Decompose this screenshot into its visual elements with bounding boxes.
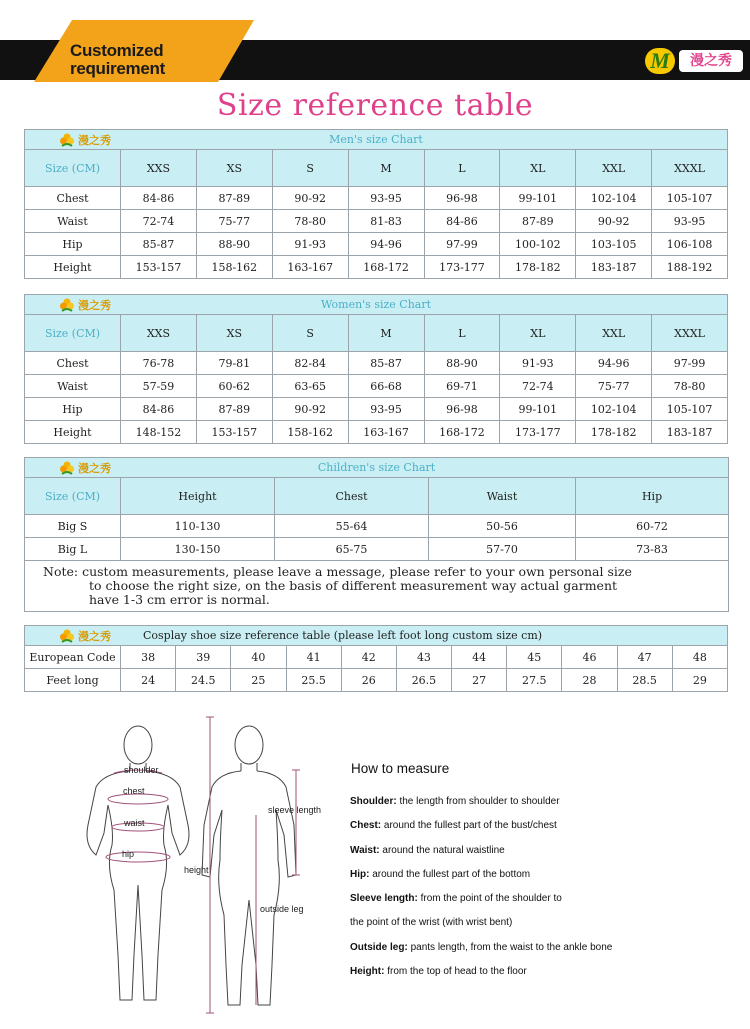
column-header: Hip bbox=[576, 478, 729, 515]
caption-brand: 漫之秀 bbox=[78, 630, 111, 643]
table-caption-row bbox=[25, 130, 728, 150]
size-header-row bbox=[25, 150, 728, 187]
row-label: Big S bbox=[25, 515, 121, 538]
table-cell: 188-192 bbox=[652, 256, 728, 279]
table-row bbox=[25, 256, 728, 279]
size-header: L bbox=[424, 315, 500, 352]
table-cell: 90-92 bbox=[576, 210, 652, 233]
table-cell: 84-86 bbox=[121, 398, 197, 421]
row-label: Chest bbox=[25, 187, 121, 210]
size-header: XXS bbox=[121, 150, 197, 187]
mens-chart-caption: Men's size Chart bbox=[329, 133, 423, 146]
sleeve-length-label: sleeve length bbox=[268, 805, 322, 815]
table-cell: 25 bbox=[231, 669, 286, 692]
table-cell: 24.5 bbox=[176, 669, 231, 692]
table-row bbox=[25, 421, 728, 444]
row-label: Hip bbox=[25, 398, 121, 421]
table-cell: 26.5 bbox=[396, 669, 451, 692]
womens-size-table bbox=[24, 294, 728, 444]
womens-chart-caption: Women's size Chart bbox=[320, 298, 432, 311]
childrens-chart-caption: Children's size Chart bbox=[317, 461, 436, 474]
list-item: Shoulder: the length from shoulder to shoulder bbox=[350, 796, 560, 807]
note-row bbox=[25, 561, 729, 612]
size-label: Size (CM) bbox=[25, 478, 121, 515]
table-cell: 60-72 bbox=[576, 515, 729, 538]
table-cell: 87-89 bbox=[196, 398, 272, 421]
outside-leg-label: outside leg bbox=[260, 904, 304, 914]
table-cell: 85-87 bbox=[121, 233, 197, 256]
table-row bbox=[25, 210, 728, 233]
table-cell: 76-78 bbox=[121, 352, 197, 375]
table-cell: 105-107 bbox=[652, 187, 728, 210]
table-row bbox=[25, 646, 728, 669]
page-title: Size reference table bbox=[216, 88, 534, 123]
table-cell: 99-101 bbox=[500, 187, 576, 210]
table-cell: 90-92 bbox=[272, 187, 348, 210]
body-measure-figure bbox=[74, 715, 334, 1015]
list-item: Waist: around the natural waistline bbox=[350, 844, 505, 856]
size-header: M bbox=[348, 315, 424, 352]
table-cell: 163-167 bbox=[272, 256, 348, 279]
column-header: Height bbox=[121, 478, 275, 515]
table-cell: 173-177 bbox=[500, 421, 576, 444]
table-cell: 41 bbox=[286, 646, 341, 669]
table-cell: 153-157 bbox=[196, 421, 272, 444]
size-header: XL bbox=[500, 150, 576, 187]
table-cell: 84-86 bbox=[424, 210, 500, 233]
size-header: XS bbox=[196, 315, 272, 352]
table-cell: 75-77 bbox=[196, 210, 272, 233]
size-header: XXL bbox=[576, 150, 652, 187]
shoulder-label: shoulder bbox=[124, 765, 159, 775]
badge-line1: Customized bbox=[70, 41, 164, 60]
table-cell: 93-95 bbox=[652, 210, 728, 233]
table-row bbox=[25, 187, 728, 210]
size-header: XXL bbox=[576, 315, 652, 352]
table-cell: 87-89 bbox=[196, 187, 272, 210]
table-cell: 24 bbox=[121, 669, 176, 692]
table-cell: 45 bbox=[507, 646, 562, 669]
list-item: the point of the wrist (with wrist bent) bbox=[350, 917, 513, 929]
table-cell: 94-96 bbox=[348, 233, 424, 256]
size-label: Size (CM) bbox=[25, 315, 121, 352]
table-cell: 153-157 bbox=[121, 256, 197, 279]
table-cell: 110-130 bbox=[121, 515, 275, 538]
note-line1: Note: custom measurements, please leave a message, please refer to your own personal size bbox=[43, 564, 632, 579]
table-cell: 48 bbox=[672, 646, 727, 669]
table-cell: 88-90 bbox=[196, 233, 272, 256]
table-cell: 73-83 bbox=[576, 538, 729, 561]
size-note bbox=[25, 561, 729, 612]
waist-label: waist bbox=[124, 818, 145, 828]
list-item: Height: from the top of head to the floor bbox=[350, 966, 527, 978]
table-cell: 88-90 bbox=[424, 352, 500, 375]
caption-brand: 漫之秀 bbox=[78, 462, 111, 475]
table-cell: 158-162 bbox=[196, 256, 272, 279]
brand-name: 漫之秀 bbox=[679, 50, 743, 72]
table-cell: 97-99 bbox=[424, 233, 500, 256]
measure-instructions bbox=[350, 796, 740, 990]
table-cell: 43 bbox=[396, 646, 451, 669]
table-cell: 93-95 bbox=[348, 187, 424, 210]
table-cell: 50-56 bbox=[429, 515, 576, 538]
table-cell: 183-187 bbox=[576, 256, 652, 279]
table-row bbox=[25, 375, 728, 398]
size-header: XL bbox=[500, 315, 576, 352]
table-cell: 72-74 bbox=[121, 210, 197, 233]
size-header-row bbox=[25, 478, 729, 515]
row-label: Chest bbox=[25, 352, 121, 375]
table-cell: 72-74 bbox=[500, 375, 576, 398]
caption-brand: 漫之秀 bbox=[78, 134, 111, 147]
table-cell: 96-98 bbox=[424, 398, 500, 421]
size-header: S bbox=[272, 315, 348, 352]
caption-brand: 漫之秀 bbox=[78, 299, 111, 312]
table-cell: 90-92 bbox=[272, 398, 348, 421]
table-cell: 130-150 bbox=[121, 538, 275, 561]
table-cell: 97-99 bbox=[652, 352, 728, 375]
table-cell: 60-62 bbox=[196, 375, 272, 398]
table-caption-row bbox=[25, 458, 729, 478]
table-cell: 27 bbox=[452, 669, 507, 692]
row-label: Height bbox=[25, 256, 121, 279]
table-cell: 57-70 bbox=[429, 538, 576, 561]
table-cell: 81-83 bbox=[348, 210, 424, 233]
size-header: XXXL bbox=[652, 150, 728, 187]
row-label: Feet long bbox=[25, 669, 121, 692]
table-cell: 26 bbox=[341, 669, 396, 692]
size-header: XXXL bbox=[652, 315, 728, 352]
table-cell: 173-177 bbox=[424, 256, 500, 279]
row-label: Height bbox=[25, 421, 121, 444]
size-header: M bbox=[348, 150, 424, 187]
table-cell: 93-95 bbox=[348, 398, 424, 421]
table-row bbox=[25, 538, 729, 561]
table-row bbox=[25, 398, 728, 421]
table-cell: 148-152 bbox=[121, 421, 197, 444]
brand-logo bbox=[645, 48, 745, 74]
note-line2: to choose the right size, on the basis of different measurement way actual garment bbox=[89, 578, 618, 593]
size-header: L bbox=[424, 150, 500, 187]
table-cell: 69-71 bbox=[424, 375, 500, 398]
table-cell: 163-167 bbox=[348, 421, 424, 444]
table-cell: 46 bbox=[562, 646, 617, 669]
table-cell: 27.5 bbox=[507, 669, 562, 692]
list-item: Outside leg: pants length, from the waist to the ankle bone bbox=[350, 941, 613, 953]
table-cell: 85-87 bbox=[348, 352, 424, 375]
column-header: Chest bbox=[275, 478, 429, 515]
row-label: Hip bbox=[25, 233, 121, 256]
table-cell: 47 bbox=[617, 646, 672, 669]
table-cell: 57-59 bbox=[121, 375, 197, 398]
height-label: height bbox=[184, 865, 209, 875]
table-cell: 96-98 bbox=[424, 187, 500, 210]
table-cell: 100-102 bbox=[500, 233, 576, 256]
badge-line2: requirement bbox=[70, 59, 165, 78]
table-cell: 44 bbox=[452, 646, 507, 669]
size-header-row bbox=[25, 315, 728, 352]
table-cell: 94-96 bbox=[576, 352, 652, 375]
note-line3: have 1-3 cm error is normal. bbox=[89, 592, 270, 607]
table-cell: 168-172 bbox=[424, 421, 500, 444]
table-cell: 66-68 bbox=[348, 375, 424, 398]
brand-mark-icon: M bbox=[645, 48, 675, 74]
table-cell: 183-187 bbox=[652, 421, 728, 444]
list-item: Hip: around the fullest part of the bottom bbox=[350, 868, 531, 880]
table-cell: 178-182 bbox=[576, 421, 652, 444]
table-cell: 79-81 bbox=[196, 352, 272, 375]
hip-label: hip bbox=[122, 849, 135, 859]
table-cell: 91-93 bbox=[272, 233, 348, 256]
table-cell: 78-80 bbox=[652, 375, 728, 398]
table-cell: 168-172 bbox=[348, 256, 424, 279]
table-cell: 42 bbox=[341, 646, 396, 669]
childrens-size-table bbox=[24, 457, 729, 612]
table-cell: 28.5 bbox=[617, 669, 672, 692]
table-caption-row bbox=[25, 626, 728, 646]
table-cell: 103-105 bbox=[576, 233, 652, 256]
table-cell: 91-93 bbox=[500, 352, 576, 375]
table-cell: 178-182 bbox=[500, 256, 576, 279]
mens-size-table bbox=[24, 129, 728, 279]
table-cell: 82-84 bbox=[272, 352, 348, 375]
table-row bbox=[25, 515, 729, 538]
row-label: Waist bbox=[25, 375, 121, 398]
table-cell: 102-104 bbox=[576, 398, 652, 421]
table-cell: 102-104 bbox=[576, 187, 652, 210]
customized-badge bbox=[34, 20, 254, 82]
table-cell: 87-89 bbox=[500, 210, 576, 233]
table-row bbox=[25, 669, 728, 692]
table-cell: 25.5 bbox=[286, 669, 341, 692]
table-cell: 29 bbox=[672, 669, 727, 692]
size-label: Size (CM) bbox=[25, 150, 121, 187]
shoe-chart-caption: Cosplay shoe size reference table (please left foot long custom size cm) bbox=[143, 629, 543, 642]
list-item: Sleeve length: from the point of the shoulder to bbox=[350, 893, 562, 905]
table-cell: 158-162 bbox=[272, 421, 348, 444]
table-cell: 40 bbox=[231, 646, 286, 669]
row-label: Waist bbox=[25, 210, 121, 233]
table-cell: 39 bbox=[176, 646, 231, 669]
table-cell: 65-75 bbox=[275, 538, 429, 561]
chest-label: chest bbox=[123, 786, 145, 796]
how-to-measure-title: How to measure bbox=[351, 761, 450, 776]
row-label: Big L bbox=[25, 538, 121, 561]
shoe-size-table bbox=[24, 625, 728, 692]
table-cell: 99-101 bbox=[500, 398, 576, 421]
table-caption-row bbox=[25, 295, 728, 315]
column-header: Waist bbox=[429, 478, 576, 515]
table-cell: 84-86 bbox=[121, 187, 197, 210]
list-item: Chest: around the fullest part of the bust/chest bbox=[350, 820, 557, 832]
table-cell: 78-80 bbox=[272, 210, 348, 233]
table-row bbox=[25, 233, 728, 256]
table-cell: 38 bbox=[121, 646, 176, 669]
size-header: XS bbox=[196, 150, 272, 187]
table-cell: 105-107 bbox=[652, 398, 728, 421]
size-header: XXS bbox=[121, 315, 197, 352]
table-cell: 106-108 bbox=[652, 233, 728, 256]
table-cell: 63-65 bbox=[272, 375, 348, 398]
size-header: S bbox=[272, 150, 348, 187]
table-row bbox=[25, 352, 728, 375]
table-cell: 55-64 bbox=[275, 515, 429, 538]
table-cell: 28 bbox=[562, 669, 617, 692]
table-cell: 75-77 bbox=[576, 375, 652, 398]
row-label: European Code bbox=[25, 646, 121, 669]
